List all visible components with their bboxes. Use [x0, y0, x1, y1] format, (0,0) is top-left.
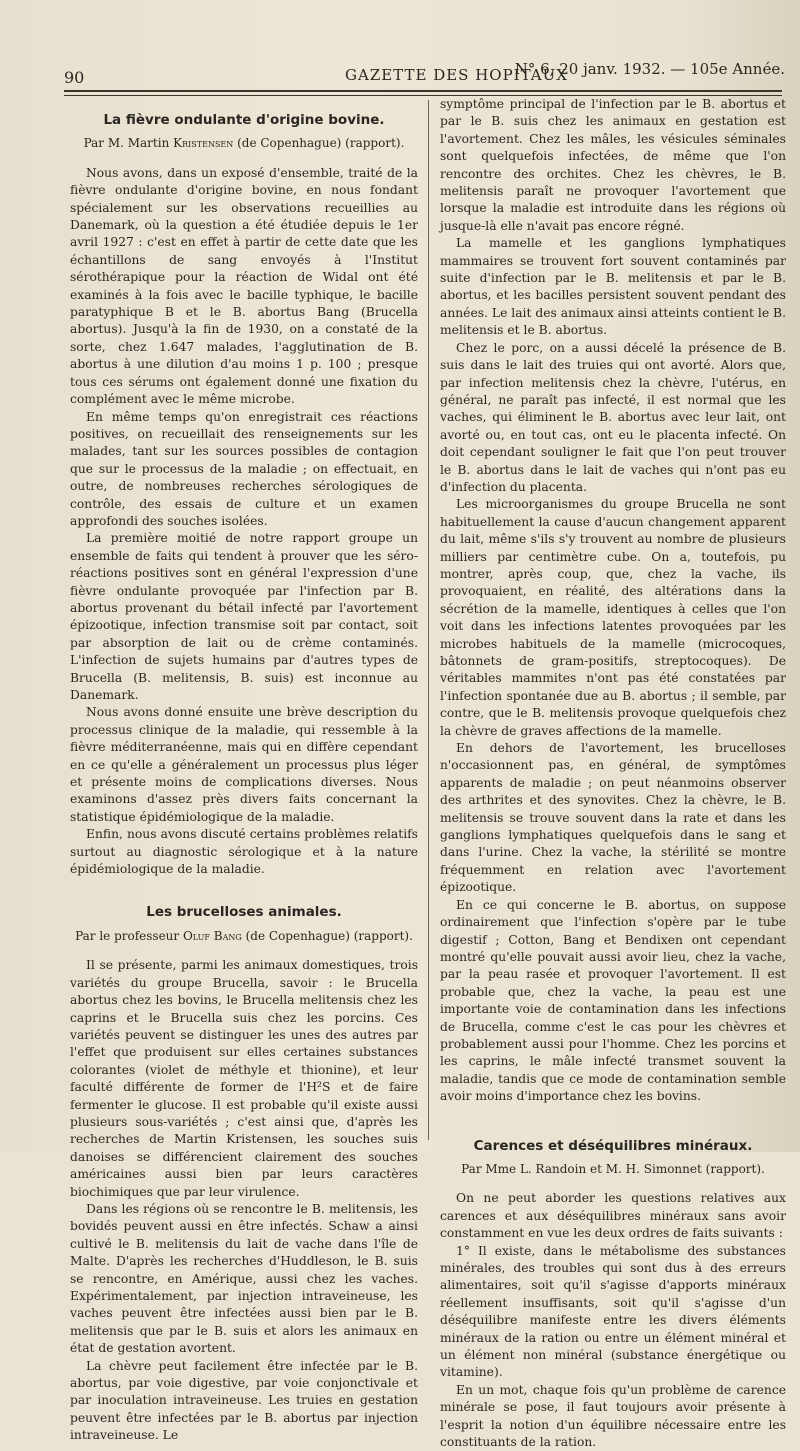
- article3-paragraph: 1° Il existe, dans le métabolisme des substances minérales, des troubles qui sont dus à des erreurs alimentaires, soit qu'il s'agisse d'apports minéraux réellement insuffisants, soit qu'il s'agisse d'un déséquilibre manifeste entre les divers éléments minéraux de la ration ou entre un élément minéral et un élément non minéral (substance énergétique ou vitamine).: [440, 1243, 786, 1380]
- header-rule-thick: [64, 90, 782, 92]
- article3-title: Carences et déséquilibres minéraux.: [473, 1137, 753, 1154]
- article3-paragraph: En un mot, chaque fois qu'un problème de carence minérale se pose, il faut toujours avoir présente à l'esprit la notion d'un équilibre nécessaire entre les constituants de la ration.: [440, 1382, 786, 1450]
- article1-title: La fièvre ondulante d'origine bovine.: [103, 112, 385, 128]
- article1-paragraph: Enfin, nous avons discuté certains problèmes relatifs surtout au diagnostic sérologique et à la nature épidémiologique de la maladie.: [70, 827, 418, 877]
- article2-paragraph: Chez le porc, on a aussi décelé la présence de B. suis dans le lait des truies qui ont avorté. Alors que, par infection melitensis chez la chèvre, l'utérus, en général, ne paraît pas infecté, il est normal que les vaches, qui éliminent le B. abortus avec leur lait, ont avorté ou, en tout cas, ont eu le placenta infecté. On doit cependant souligner le fait que l'on peut trouver le B. abortus dans le lait de vaches qui n'ont pas eu d'infection du placenta.: [440, 340, 786, 494]
- right-column: [440, 96, 786, 1451]
- article2-paragraph: Il se présente, parmi les animaux domestiques, trois variétés du groupe Brucella, savoir : le Brucella abortus chez les bovins, le Brucella melitensis chez les caprins et le Brucella suis chez les porcins. Ces variétés peuvent se distinguer les unes des autres par l'effet que produisent sur elles certaines substances colorantes (violet de méthyle et thionine), et leur faculté différente de former de l'H²S et de faire fermenter le glucose. Il est probable qu'il existe aussi plusieurs sous-variétés ; c'est ainsi que, d'après les recherches de Martin Kristensen, les souches suis danoises se différencient clairement des souches américaines aussi bien par leurs caractères biochimiques que par leur virulence.: [70, 958, 418, 1199]
- issue-info: N° 6, 20 janv. 1932. — 105e Année.: [514, 60, 785, 78]
- article2-paragraph: La mamelle et les ganglions lymphatiques mammaires se trouvent fort souvent contaminés par suite d'infection par le B. melitensis et par le B. abortus, et les bacilles persistent souvent pendant des années. Le lait des animaux ainsi atteints contient le B. melitensis et le B. abortus.: [440, 236, 786, 338]
- article1-paragraph: Nous avons, dans un exposé d'ensemble, traité de la fièvre ondulante d'origine bovine, en nous fondant spécialement sur les observations recueillies au Danemark, où la question a été étudiée depuis le 1er avril 1927 : c'est en effet à partir de cette date que les échantillons de sang envoyés à l'Institut sérothérapique pour la réaction de Widal ont été examinés à la fois avec le bacille typhique, le bacille paratyphique B et le B. abortus Bang (Brucella abortus). Jusqu'à la fin de 1930, on a constaté de la sorte, chez 1.647 malades, l'agglutination de B. abortus à une dilution d'au moins 1 p. 100 ; presque tous ces sérums ont également donné une fixation du complément avec le même microbe.: [70, 165, 418, 407]
- article2-author: Par le professeur Oluf Bang (de Copenhague) (rapport).: [75, 928, 413, 943]
- article1-paragraph: La première moitié de notre rapport groupe un ensemble de faits qui tendent à prouver que les séro-réactions positives sont en général l'expression d'une fièvre ondulante provoquée par l'infection par B. abortus provenant du bétail infecté par l'avortement épizootique, infection transmise soit par contact, soit par absorption de lait ou de crème contaminés. L'infection de sujets humains par d'autres types de Brucella (B. melitensis, B. suis) est inconnue au Danemark.: [70, 531, 418, 702]
- article2-paragraph: En dehors de l'avortement, les brucelloses n'occasionnent pas, en général, de symptômes apparents de maladie ; on peut néanmoins observer des arthrites et des synovites. Chez la chèvre, le B. melitensis se trouve souvent dans la rate et dans les ganglions lymphatiques quelquefois dans le sang et dans l'urine. Chez la vache, la stérilité se montre fréquemment en relation avec l'avortement épizootique.: [440, 741, 786, 895]
- article2-paragraph: symptôme principal de l'infection par le B. abortus et par le B. suis chez les animaux en gestation est l'avortement. Chez les mâles, les vésicules séminales sont quelquefois infectées, de même que l'on rencontre des orchites. Chez les chèvres, le B. melitensis paraît ne provoquer l'avortement que lorsque la maladie est introduite dans les régions où jusque-là elle n'avait pas encore régné.: [440, 97, 786, 233]
- article2-paragraph: Les microorganismes du groupe Brucella ne sont habituellement la cause d'aucun changement apparent du lait, même s'ils s'y trouvent au nombre de plusieurs milliers par centimètre cube. On a, toutefois, pu montrer, après coup, que, chez la vache, ils provoquaient, en réalité, des altérations dans la sécrétion de la mamelle, identiques à celles que l'on voit dans les infections latentes provoquées par les microbes habituels de la mamelle (microcoques, bâtonnets de gram-positifs, streptocoques). De véritables mammites n'ont pas été constatées par l'infection spontanée due au B. abortus ; il semble, par contre, que le B. melitensis provoque quelquefois chez la chèvre de graves affections de la mamelle.: [440, 497, 786, 738]
- left-column: [70, 100, 418, 1445]
- article1-paragraph: En même temps qu'on enregistrait ces réactions positives, on recueillait des renseignements sur les malades, tant sur les sources possibles de contagion que sur le processus de la maladie ; on effectuait, en outre, de nombreuses recherches sérologiques de contrôle, des essais de culture et un examen approfondi des souches isolées.: [70, 409, 418, 528]
- article1-paragraph: Nous avons donné ensuite une brève description du processus clinique de la maladie, qui ressemble à la fièvre méditerranéenne, mais qui en diffère cependant en ce qu'elle a généralement un processus plus léger et présente moins de complications diverses. Nous examinons d'assez près divers faits concernant la statistique épidémiologique de la maladie.: [70, 705, 418, 824]
- article3-paragraph: On ne peut aborder les questions relatives aux carences et aux déséquilibres minéraux sans avoir constamment en vue les deux ordres de faits suivants :: [440, 1191, 786, 1241]
- journal-title: GAZETTE DES HOPITAUX: [345, 66, 568, 84]
- article2-paragraph: Dans les régions où se rencontre le B. melitensis, les bovidés peuvent aussi en être infectés. Schaw a ainsi cultivé le B. melitensis du lait de vache dans l'île de Malte. D'après les recherches d'Huddleson, le B. suis se rencontre, en Amérique, aussi chez les vaches. Expérimentalement, par injection intraveineuse, les vaches peuvent être infectées aussi bien par le B. melitensis que par le B. suis et alors les animaux en état de gestation avortent.: [70, 1201, 418, 1356]
- article2-title: Les brucelloses animales.: [146, 904, 342, 921]
- article3-author: Par Mme L. Randoin et M. H. Simonnet (rapport).: [461, 1161, 765, 1176]
- column-divider: [428, 100, 429, 1140]
- page-header: [60, 58, 785, 88]
- article2-paragraph: La chèvre peut facilement être infectée par le B. abortus, par voie digestive, par voie conjonctivale et par inoculation intraveineuse. Les truies en gestation peuvent être infectées par le B. abortus par injection intraveineuse. Le: [70, 1358, 418, 1443]
- article1-author: Par M. Martin Kristensen (de Copenhague) (rapport).: [83, 136, 405, 151]
- article2-paragraph: En ce qui concerne le B. abortus, on suppose ordinairement que l'infection s'opère par le tube digestif ; Cotton, Bang et Bendixen ont cependant montré qu'elle pouvait aussi avoir lieu, chez la vache, par la peau rasée et provoquer l'avortement. Il est probable que, chez la vache, la peau est une importante voie de contamination dans les infections de Brucella, comme c'est le cas pour les chèvres et probablement aussi pour l'homme. Chez les porcins et les caprins, le mâle infecté transmet souvent la maladie, tandis que ce mode de contamination semble avoir moins d'importance chez les bovins.: [440, 897, 786, 1104]
- page-number: 90: [64, 68, 85, 87]
